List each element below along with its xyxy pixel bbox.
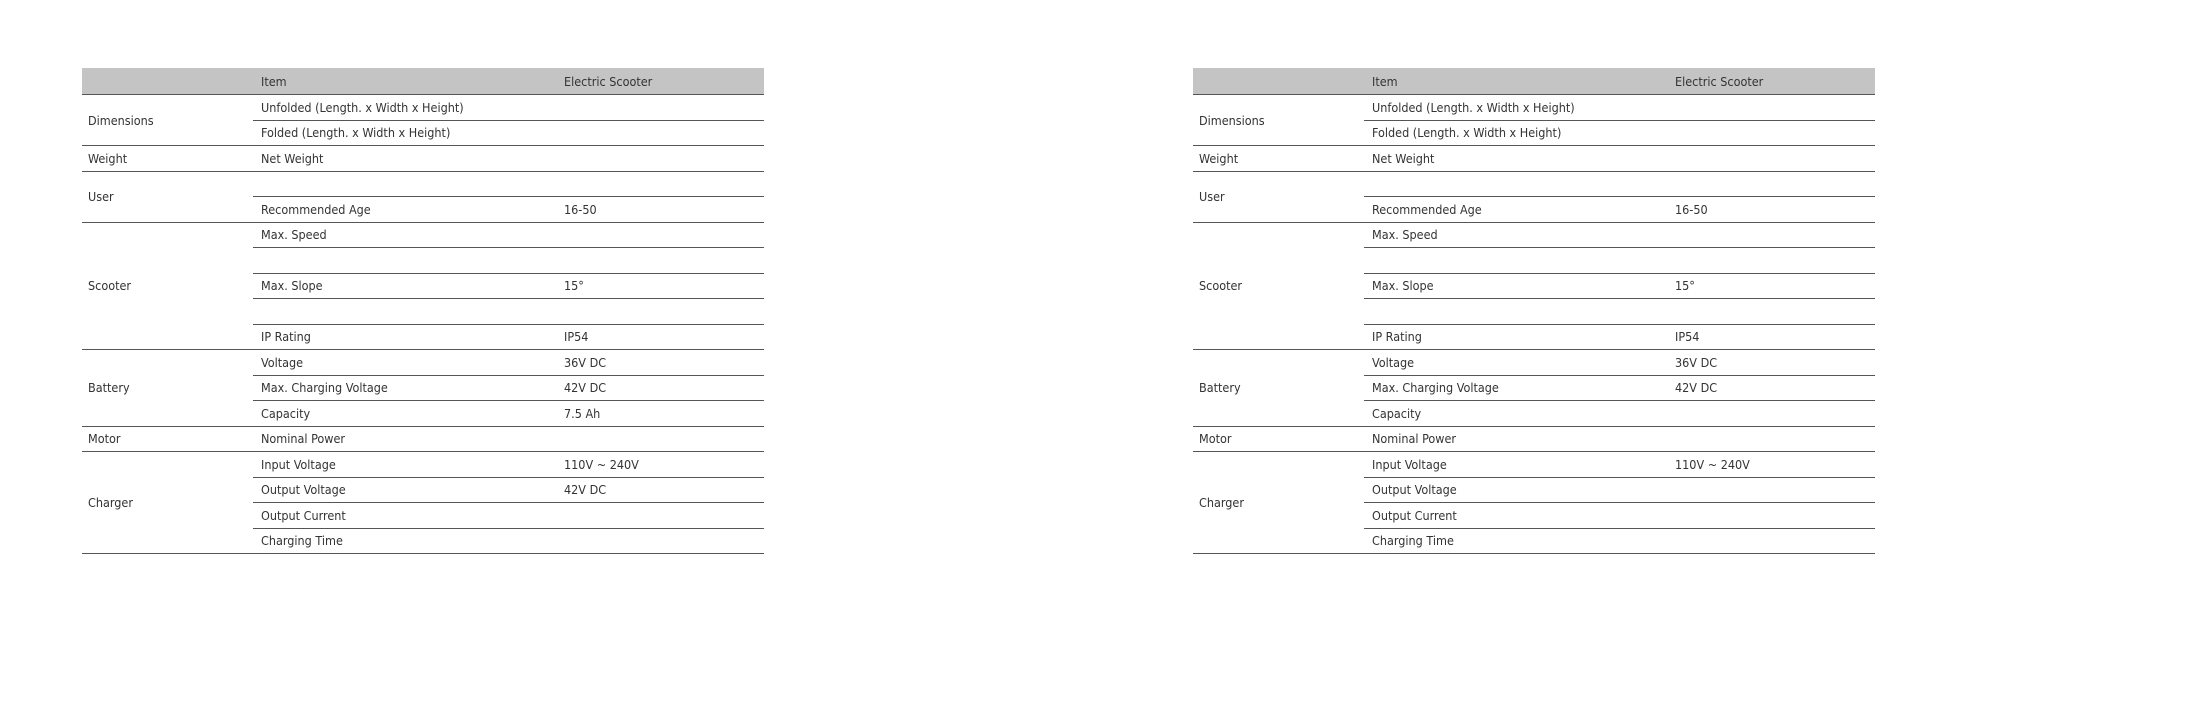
value-cell: 16-50: [556, 197, 764, 223]
table-row: [82, 146, 764, 172]
item-cell: Max. Slope: [253, 273, 556, 299]
spec-table-panel-right: [1193, 68, 1875, 554]
category-cell: Weight: [82, 146, 253, 172]
value-cell: 7.5 Ah: [556, 401, 764, 427]
table-row: [82, 426, 764, 452]
item-cell: Capacity: [253, 401, 556, 427]
value-cell: [556, 95, 764, 121]
item-cell: Charging Time: [1364, 528, 1667, 554]
table-row: [82, 452, 764, 478]
value-cell: [556, 299, 764, 325]
value-cell: 36V DC: [556, 350, 764, 376]
spec-table: [82, 68, 764, 554]
value-cell: [1667, 299, 1875, 325]
value-cell: [556, 146, 764, 172]
item-cell: Max. Speed: [1364, 222, 1667, 248]
value-cell: [1667, 171, 1875, 197]
table-row: [82, 171, 764, 197]
value-cell: 110V ~ 240V: [1667, 452, 1875, 478]
value-cell: [1667, 146, 1875, 172]
value-cell: [1667, 503, 1875, 529]
value-cell: IP54: [556, 324, 764, 350]
value-cell: [1667, 528, 1875, 554]
header-product-cell: Electric Scooter: [556, 68, 764, 95]
item-cell: Folded (Length. x Width x Height): [1364, 120, 1667, 146]
table-header-row: [82, 68, 764, 95]
item-cell: Unfolded (Length. x Width x Height): [1364, 95, 1667, 121]
item-cell: Recommended Age: [1364, 197, 1667, 223]
value-cell: 42V DC: [556, 477, 764, 503]
item-cell: Net Weight: [1364, 146, 1667, 172]
item-cell: Max. Speed: [253, 222, 556, 248]
category-cell: Scooter: [1193, 222, 1364, 350]
value-cell: 36V DC: [1667, 350, 1875, 376]
item-cell: [253, 171, 556, 197]
table-row: [82, 95, 764, 121]
category-cell: Charger: [1193, 452, 1364, 554]
item-cell: IP Rating: [1364, 324, 1667, 350]
spec-table-panel-left: [82, 68, 764, 554]
item-cell: Folded (Length. x Width x Height): [253, 120, 556, 146]
value-cell: [1667, 401, 1875, 427]
category-cell: Battery: [1193, 350, 1364, 427]
category-cell: Charger: [82, 452, 253, 554]
table-row: [1193, 171, 1875, 197]
value-cell: [556, 503, 764, 529]
value-cell: [1667, 222, 1875, 248]
value-cell: 42V DC: [1667, 375, 1875, 401]
item-cell: [1364, 171, 1667, 197]
value-cell: 16-50: [1667, 197, 1875, 223]
header-blank-cell: [82, 68, 253, 95]
value-cell: 15°: [556, 273, 764, 299]
item-cell: [253, 299, 556, 325]
item-cell: Net Weight: [253, 146, 556, 172]
header-blank-cell: [1193, 68, 1364, 95]
item-cell: Max. Charging Voltage: [1364, 375, 1667, 401]
header-product-cell: Electric Scooter: [1667, 68, 1875, 95]
item-cell: Max. Charging Voltage: [253, 375, 556, 401]
value-cell: [1667, 426, 1875, 452]
value-cell: [1667, 477, 1875, 503]
item-cell: Input Voltage: [253, 452, 556, 478]
category-cell: User: [82, 171, 253, 222]
category-cell: User: [1193, 171, 1364, 222]
value-cell: [556, 426, 764, 452]
value-cell: [556, 222, 764, 248]
value-cell: [556, 120, 764, 146]
item-cell: Max. Slope: [1364, 273, 1667, 299]
value-cell: [1667, 120, 1875, 146]
category-cell: Dimensions: [1193, 95, 1364, 146]
table-row: [1193, 146, 1875, 172]
value-cell: [1667, 248, 1875, 274]
table-row: [1193, 426, 1875, 452]
table-row: [82, 350, 764, 376]
item-cell: [1364, 248, 1667, 274]
table-row: [1193, 95, 1875, 121]
item-cell: [253, 248, 556, 274]
value-cell: 110V ~ 240V: [556, 452, 764, 478]
category-cell: Motor: [82, 426, 253, 452]
category-cell: Battery: [82, 350, 253, 427]
table-row: [82, 222, 764, 248]
item-cell: Capacity: [1364, 401, 1667, 427]
category-cell: Dimensions: [82, 95, 253, 146]
category-cell: Weight: [1193, 146, 1364, 172]
header-item-cell: Item: [1364, 68, 1667, 95]
table-row: [1193, 452, 1875, 478]
item-cell: Output Voltage: [1364, 477, 1667, 503]
item-cell: Input Voltage: [1364, 452, 1667, 478]
item-cell: Nominal Power: [253, 426, 556, 452]
item-cell: Output Current: [1364, 503, 1667, 529]
value-cell: [556, 528, 764, 554]
item-cell: [1364, 299, 1667, 325]
item-cell: Output Current: [253, 503, 556, 529]
item-cell: Recommended Age: [253, 197, 556, 223]
item-cell: Unfolded (Length. x Width x Height): [253, 95, 556, 121]
value-cell: 15°: [1667, 273, 1875, 299]
value-cell: 42V DC: [556, 375, 764, 401]
value-cell: [556, 171, 764, 197]
value-cell: [556, 248, 764, 274]
spec-table: [1193, 68, 1875, 554]
table-row: [1193, 350, 1875, 376]
item-cell: Output Voltage: [253, 477, 556, 503]
value-cell: [1667, 95, 1875, 121]
item-cell: Nominal Power: [1364, 426, 1667, 452]
item-cell: IP Rating: [253, 324, 556, 350]
header-item-cell: Item: [253, 68, 556, 95]
item-cell: Voltage: [1364, 350, 1667, 376]
category-cell: Scooter: [82, 222, 253, 350]
item-cell: Charging Time: [253, 528, 556, 554]
category-cell: Motor: [1193, 426, 1364, 452]
table-row: [1193, 222, 1875, 248]
table-header-row: [1193, 68, 1875, 95]
item-cell: Voltage: [253, 350, 556, 376]
value-cell: IP54: [1667, 324, 1875, 350]
